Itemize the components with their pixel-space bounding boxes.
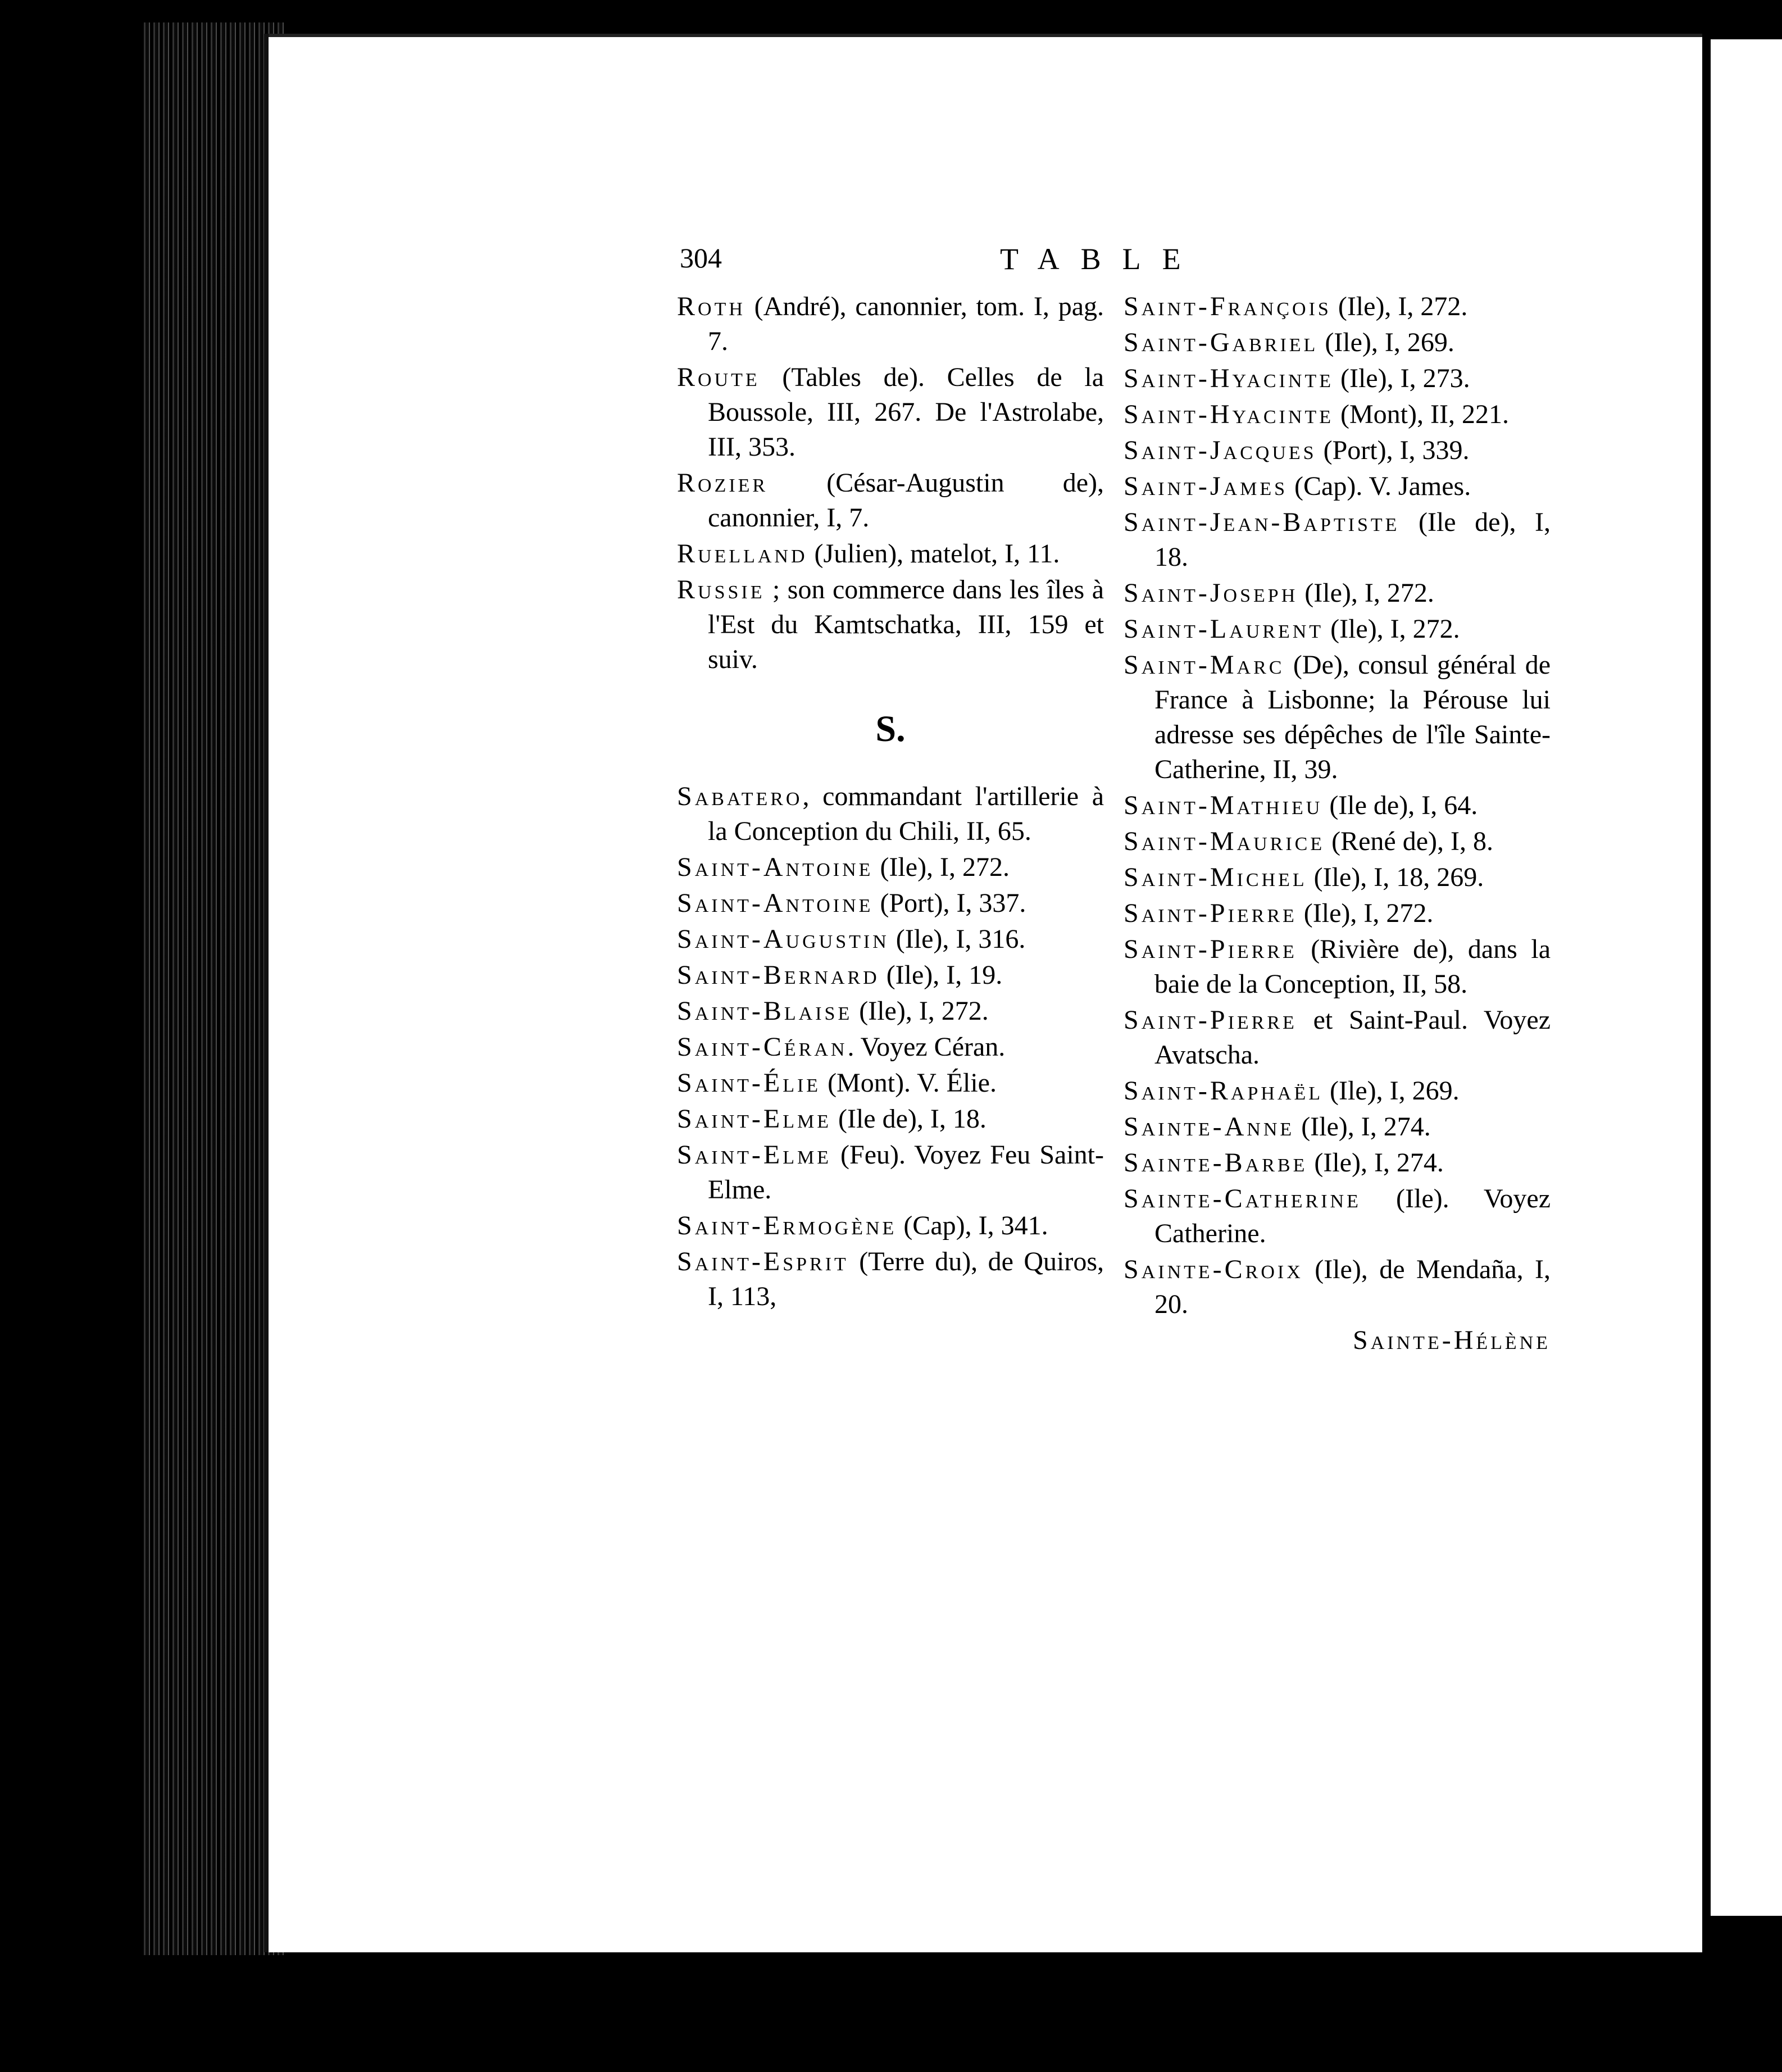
- entry-text: (Ile). Voyez Catherine.: [1154, 1184, 1551, 1248]
- entry-text: (Tables de). Celles de la Boussole, III, 267. De l'Astrolabe, III, 353.: [708, 362, 1104, 462]
- index-entry: [1124, 1003, 1551, 1073]
- entry-head: Sainte-Croix: [1124, 1255, 1303, 1284]
- index-entry: [677, 1208, 1104, 1243]
- entry-text: (Ile de), I, 18.: [831, 1104, 987, 1134]
- entry-text: (Rivière de), dans la baie de la Conception, II, 58.: [1154, 934, 1551, 999]
- entry-head: Rozier: [677, 468, 769, 498]
- index-entry: [1124, 1074, 1551, 1108]
- index-entry: [1124, 397, 1551, 432]
- entry-text: (Ile), I, 272.: [852, 996, 989, 1026]
- entry-head: Sainte-Catherine: [1124, 1184, 1361, 1214]
- entry-text: (Port), I, 337.: [873, 888, 1026, 918]
- entry-text: (Ile), I, 272.: [1324, 614, 1460, 644]
- index-entry: [1124, 1146, 1551, 1180]
- entry-text: (Ile), I, 18, 269.: [1307, 862, 1484, 892]
- entry-text: . Voyez Céran.: [847, 1032, 1006, 1062]
- entry-text: (Ile), I, 274.: [1294, 1112, 1431, 1142]
- entry-head: Sainte-Barbe: [1124, 1148, 1308, 1178]
- index-entry: [677, 1102, 1104, 1137]
- entry-head: Saint-Pierre: [1124, 934, 1297, 964]
- index-entry: [677, 537, 1104, 571]
- entry-head: Roth: [677, 292, 745, 321]
- right-column: [1124, 289, 1551, 1358]
- index-entry: [1124, 1110, 1551, 1144]
- index-entry: [1124, 824, 1551, 859]
- entry-head: Saint-Augustin: [677, 924, 889, 954]
- entry-head: Saint-Mathieu: [1124, 790, 1323, 820]
- entry-head: Saint-Raphaël: [1124, 1076, 1324, 1106]
- entry-head: Saint-Céran: [677, 1032, 848, 1062]
- entry-text: (René de), I, 8.: [1325, 826, 1494, 856]
- index-entry: [1124, 361, 1551, 396]
- index-entry: [677, 779, 1104, 849]
- index-entry: [1124, 433, 1551, 468]
- entry-text: (Mont). V. Élie.: [821, 1068, 997, 1098]
- entry-text: (Feu). Voyez Feu Saint-Elme.: [708, 1140, 1104, 1205]
- index-entry: [677, 994, 1104, 1029]
- entry-text: (Port), I, 339.: [1316, 435, 1470, 465]
- entry-text: (César-Augustin de), canonnier, I, 7.: [708, 468, 1104, 533]
- index-entry: [677, 1030, 1104, 1065]
- index-entry: [1124, 648, 1551, 787]
- entry-text: (Cap). V. James.: [1288, 471, 1471, 501]
- entry-head: Saint-Marc: [1124, 650, 1285, 680]
- entry-text: (Ile), I, 274.: [1307, 1148, 1444, 1178]
- entry-head: Saint-Gabriel: [1124, 328, 1319, 357]
- entry-head: Saint-Joseph: [1124, 578, 1298, 608]
- entry-text: (Ile), I, 272.: [1297, 898, 1434, 928]
- index-entry: [677, 922, 1104, 957]
- section-letter: S.: [875, 708, 906, 749]
- index-entry: [1124, 289, 1551, 324]
- entry-text: (Ile), I, 272.: [1331, 292, 1468, 321]
- index-entry: [1124, 896, 1551, 931]
- entry-head: Saint-Pierre: [1124, 1005, 1297, 1035]
- index-entry: [1124, 612, 1551, 647]
- entry-head: Saint-Elme: [677, 1104, 831, 1134]
- entry-head: Saint-Antoine: [677, 888, 874, 918]
- catchword: Sainte-Hélène: [1353, 1325, 1551, 1355]
- entry-head: Saint-Michel: [1124, 862, 1307, 892]
- entry-head: Saint-Pierre: [1124, 898, 1297, 928]
- entry-text: (Ile), I, 19.: [879, 960, 1003, 990]
- entry-text: (De), consul général de France à Lisbonne; la Pérouse lui adresse ses dépêches de l'île Sainte-Catherine, II, 39.: [1154, 650, 1551, 784]
- left-column: [677, 289, 1104, 1315]
- entry-head: Route: [677, 362, 760, 392]
- entries-right: [1124, 289, 1551, 1322]
- index-entry: [1124, 325, 1551, 360]
- index-entry: [1124, 1252, 1551, 1322]
- index-entry: [677, 572, 1104, 677]
- entry-text: (Ile de), I, 18.: [1154, 507, 1551, 572]
- entry-text: (Ile), I, 272.: [1298, 578, 1434, 608]
- entry-head: Saint-Jean-Baptiste: [1124, 507, 1400, 537]
- entry-text: (André), canonnier, tom. I, pag. 7.: [708, 292, 1104, 356]
- index-entry: [1124, 1182, 1551, 1251]
- entry-text: (Ile), de Mendaña, I, 20.: [1154, 1255, 1551, 1319]
- facing-page-edge: [1711, 39, 1782, 1916]
- index-entry: [677, 1066, 1104, 1101]
- index-entry: [677, 466, 1104, 535]
- page-number: 304: [680, 242, 722, 274]
- index-entry: [677, 1244, 1104, 1314]
- entry-head: Saint-Laurent: [1124, 614, 1324, 644]
- entry-head: Saint-Maurice: [1124, 826, 1325, 856]
- entry-head: Saint-François: [1124, 292, 1331, 321]
- entry-head: Saint-Jacques: [1124, 435, 1317, 465]
- index-entry: [1124, 860, 1551, 895]
- entry-head: Saint-Hyacinte: [1124, 399, 1334, 429]
- entry-head: Saint-Esprit: [677, 1247, 849, 1276]
- entry-head: Saint-Bernard: [677, 960, 880, 990]
- entry-head: Sabatero: [677, 781, 803, 811]
- entry-text: (Ile), I, 273.: [1333, 363, 1470, 393]
- entry-head: Saint-Hyacinte: [1124, 363, 1334, 393]
- index-entry: [1124, 469, 1551, 504]
- entries-s: [677, 779, 1104, 1314]
- entry-text: et Saint-Paul. Voyez Avatscha.: [1154, 1005, 1551, 1070]
- entry-text: (Ile), I, 272.: [873, 852, 1010, 882]
- index-entry: [677, 1138, 1104, 1207]
- entry-text: ; son commerce dans les îles à l'Est du Kamtschatka, III, 159 et suiv.: [708, 575, 1104, 674]
- entry-text: (Mont), II, 221.: [1333, 399, 1509, 429]
- index-entry: [1124, 932, 1551, 1002]
- entry-head: Saint-Blaise: [677, 996, 853, 1026]
- entry-head: Russie: [677, 575, 765, 605]
- index-entry: [1124, 576, 1551, 611]
- entry-text: (Terre du), de Quiros, I, 113,: [708, 1247, 1104, 1311]
- index-entry: [677, 289, 1104, 359]
- entry-text: (Ile), I, 316.: [889, 924, 1026, 954]
- entry-text: (Ile), I, 269.: [1318, 328, 1454, 357]
- index-entry: [677, 850, 1104, 885]
- entry-head: Saint-James: [1124, 471, 1288, 501]
- entry-head: Saint-Elme: [677, 1140, 831, 1170]
- index-entry: [1124, 505, 1551, 575]
- entry-head: Saint-Ermogène: [677, 1211, 897, 1241]
- entry-text: (Cap), I, 341.: [897, 1211, 1048, 1241]
- entries-before-s: [677, 289, 1104, 677]
- entry-head: Ruelland: [677, 539, 808, 569]
- index-entry: [677, 886, 1104, 921]
- entry-text: (Ile), I, 269.: [1323, 1076, 1460, 1106]
- entry-text: (Julien), matelot, I, 11.: [807, 539, 1060, 569]
- entry-head: Sainte-Anne: [1124, 1112, 1295, 1142]
- index-entry: [1124, 788, 1551, 823]
- entry-text: , commandant l'artillerie à la Conception du Chili, II, 65.: [708, 781, 1104, 846]
- entry-head: Saint-Antoine: [677, 852, 874, 882]
- entry-head: Saint-Élie: [677, 1068, 821, 1098]
- index-entry: [677, 958, 1104, 993]
- index-entry: [677, 360, 1104, 465]
- running-title: TABLE: [1000, 242, 1202, 276]
- entry-text: (Ile de), I, 64.: [1322, 790, 1478, 820]
